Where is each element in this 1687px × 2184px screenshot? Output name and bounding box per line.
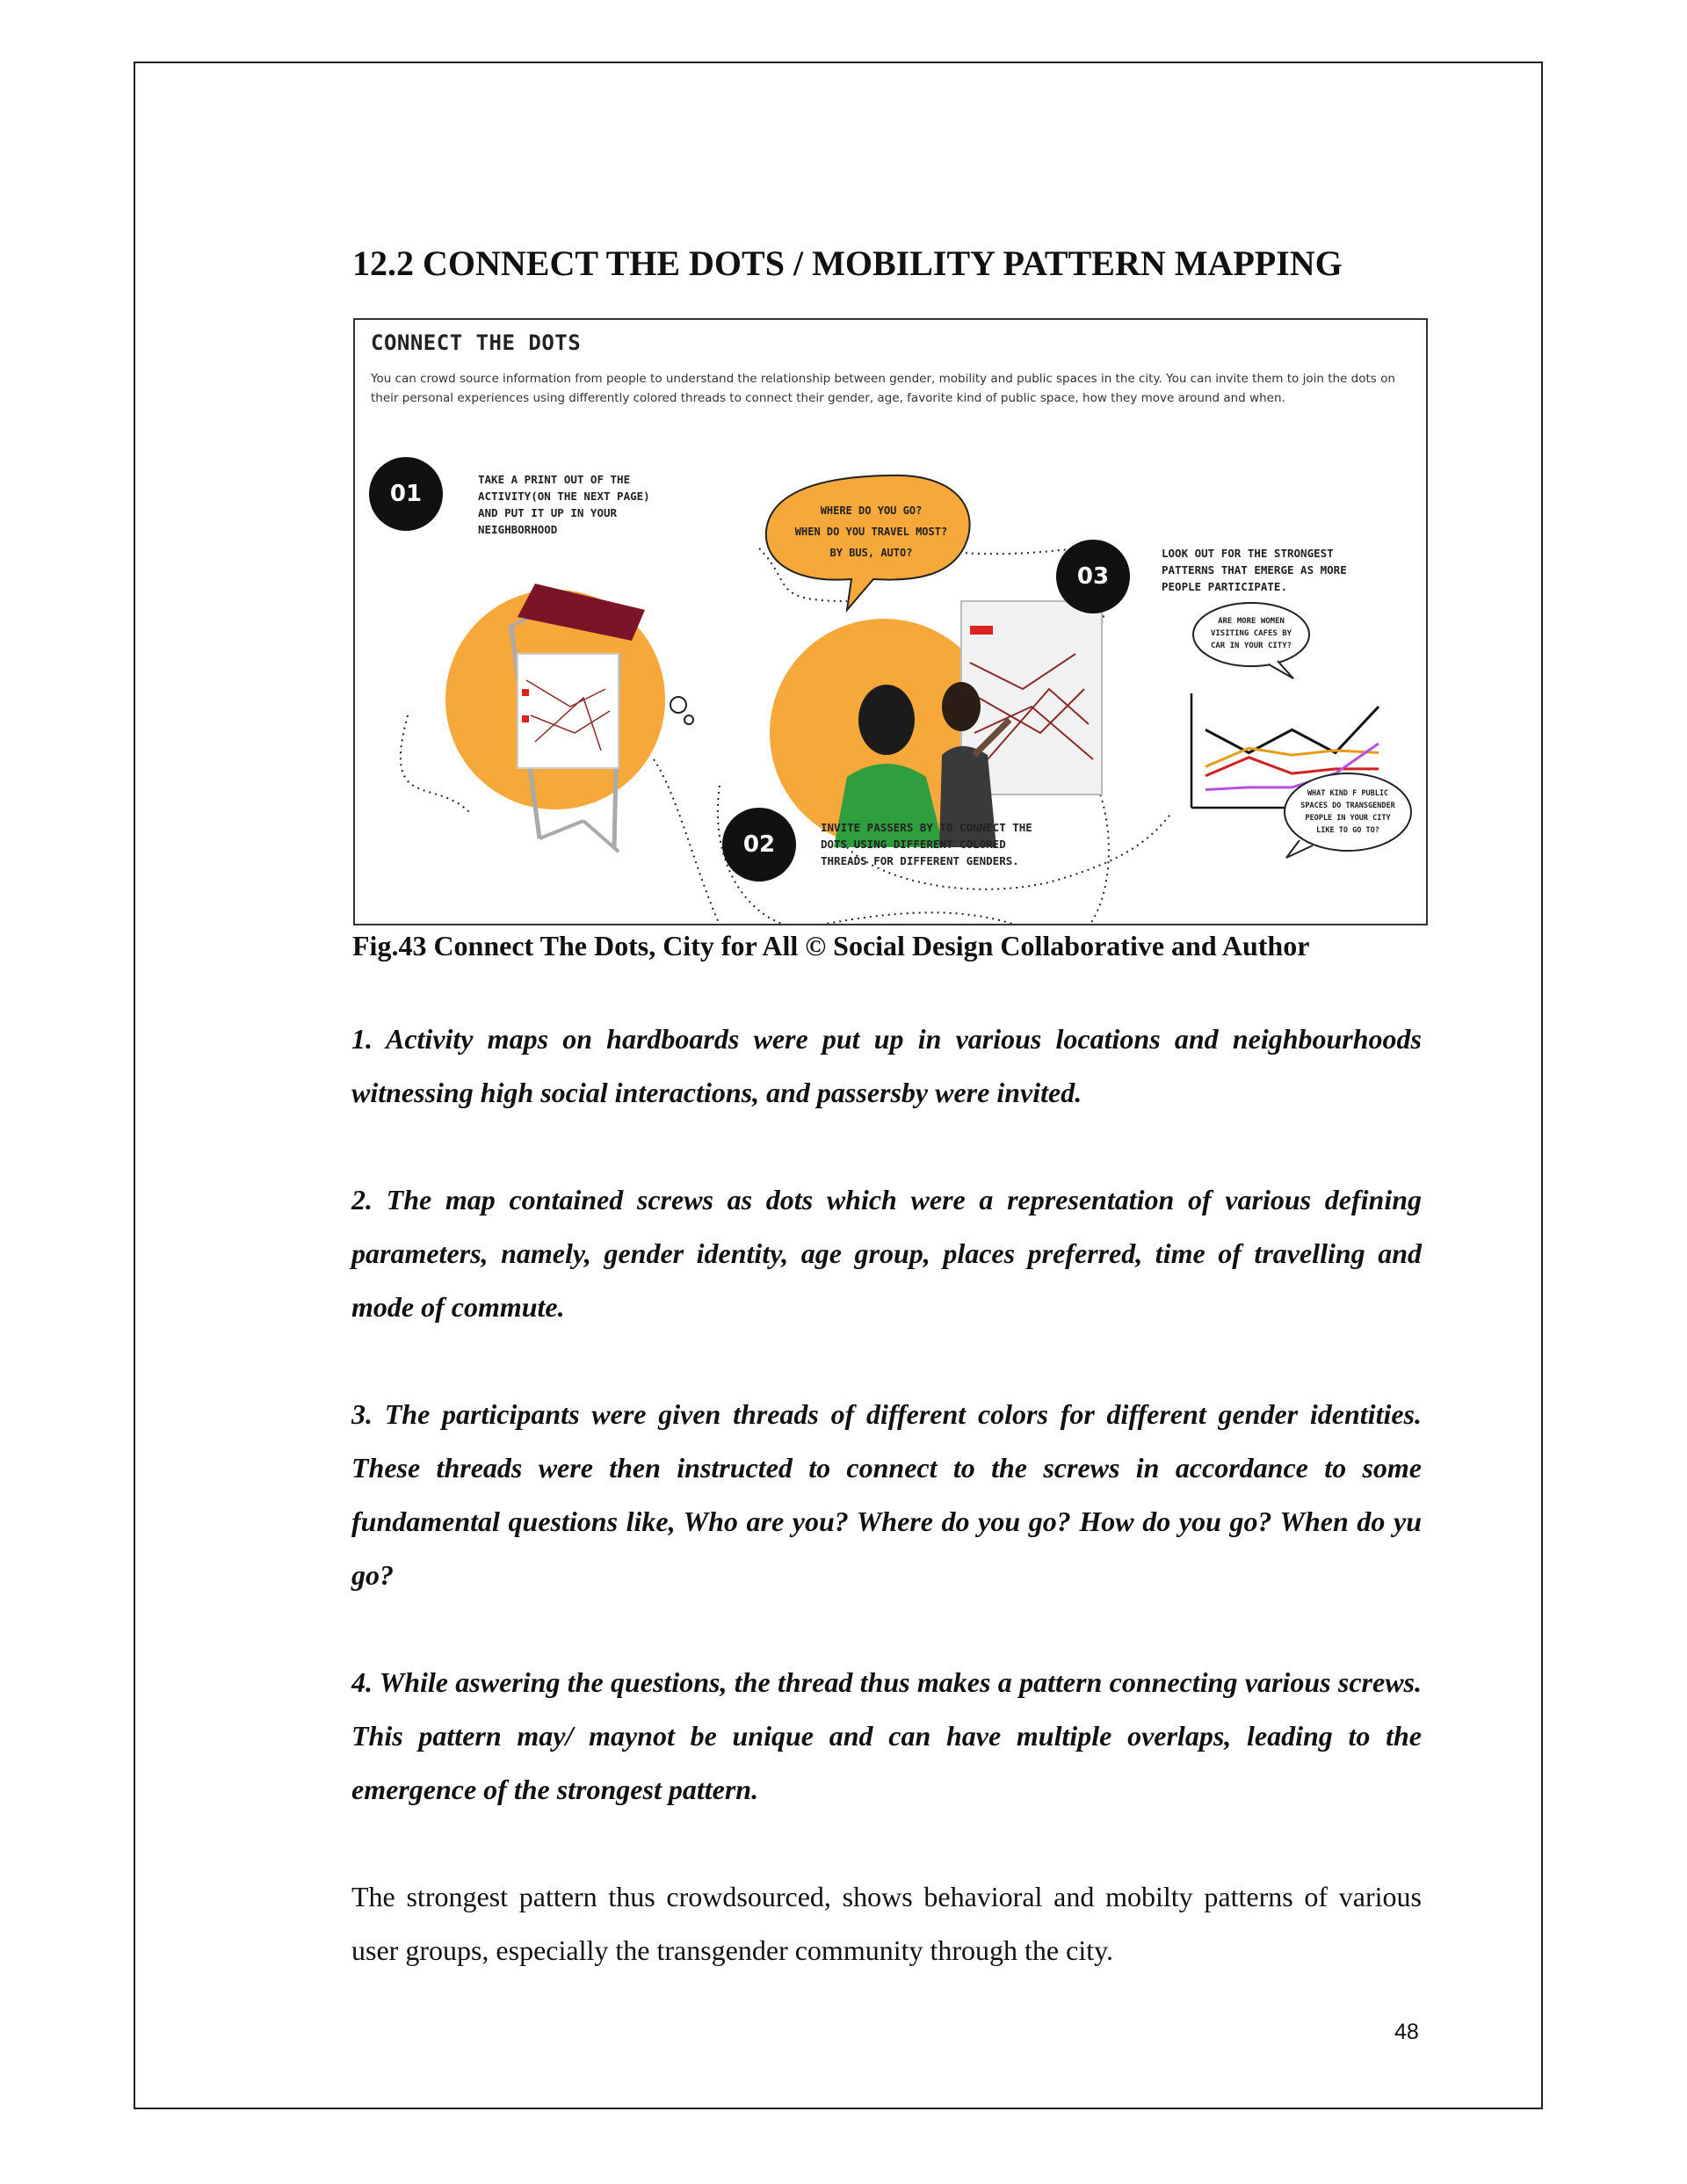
bubble-line-mode: BY BUS, AUTO? (829, 547, 913, 559)
step-01-badge: 01 (369, 457, 443, 531)
step-03-badge: 03 (1056, 540, 1130, 613)
bubble-line-where: WHERE DO YOU GO? (820, 504, 923, 517)
conclusion-paragraph: The strongest pattern thus crowdsourced, shows behavioral and mobilty patterns of various user groups, especially the transgender community through the city. (351, 1881, 1422, 1966)
step-02-badge: 02 (722, 808, 796, 882)
step-03-text: LOOK OUT FOR THE STRONGEST PATTERNS THAT EMERGE AS MORE PEOPLE PARTICIPATE. (1162, 547, 1347, 593)
figure-intro: You can crowd source information from people to understand the relationship between gender, mobility and public spaces in the city. You can invite them to join the dots on their personal experiences using differently colored threads to connect their gender, age, favorite kind of public space, how they move around and when. (371, 372, 1395, 405)
chart-line-1 (1206, 707, 1379, 753)
section-title: 12.2 CONNECT THE DOTS / MOBILITY PATTERN MAPPING (352, 243, 1343, 283)
step-01-text: TAKE A PRINT OUT OF THE ACTIVITY(ON THE NEXT PAGE) AND PUT IT UP IN YOUR NEIGHBORHOOD (478, 473, 650, 536)
paragraph-4: 4. While aswering the questions, the thread thus makes a pattern connecting various screws. This pattern may/ maynot be unique and can have multiple overlaps, leading to the emergence of the strongest pattern. (351, 1666, 1422, 1805)
ring-marker (670, 697, 686, 713)
figure-caption: Fig.43 Connect The Dots, City for All © Social Design Collaborative and Author (352, 930, 1310, 961)
women-bubble-text: ARE MORE WOMEN VISITING CAFES BY CAR IN YOUR CITY? (1210, 617, 1292, 650)
trans-bubble-text: WHAT KIND F PUBLIC SPACES DO TRANSGENDER PEOPLE IN YOUR CITY LIKE TO GO TO? (1300, 789, 1395, 835)
figure-heading: CONNECT THE DOTS (371, 330, 582, 355)
connect-the-dots-figure (353, 318, 1428, 925)
orange-bubble-text (777, 500, 966, 563)
paragraph-3: 3. The participants were given threads of different colors for different gender identities. These threads were then instructed to connect to the screws in accordance to some fundamental questions like, Who are you? Where do you go? How do you go? When do yu go? (351, 1398, 1422, 1591)
ring-marker-small (684, 715, 693, 724)
step-02-text: INVITE PASSERS BY TO CONNECT THE DOTS USING DIFFERENT COLORED THREADS FOR DIFFERENT GENDERS. (821, 821, 1032, 867)
bubble-line-when: WHEN DO YOU TRAVEL MOST? (794, 526, 948, 538)
page-number: 48 (1394, 2020, 1419, 2044)
paragraph-1: 1. Activity maps on hardboards were put up in various locations and neighbourhoods witnessing high social interactions, and passersby were invited. (351, 1023, 1422, 1108)
paragraph-2: 2. The map contained screws as dots which were a representation of various defining parameters, namely, gender identity, age group, places preferred, time of travelling and mode of commute. (351, 1184, 1422, 1323)
